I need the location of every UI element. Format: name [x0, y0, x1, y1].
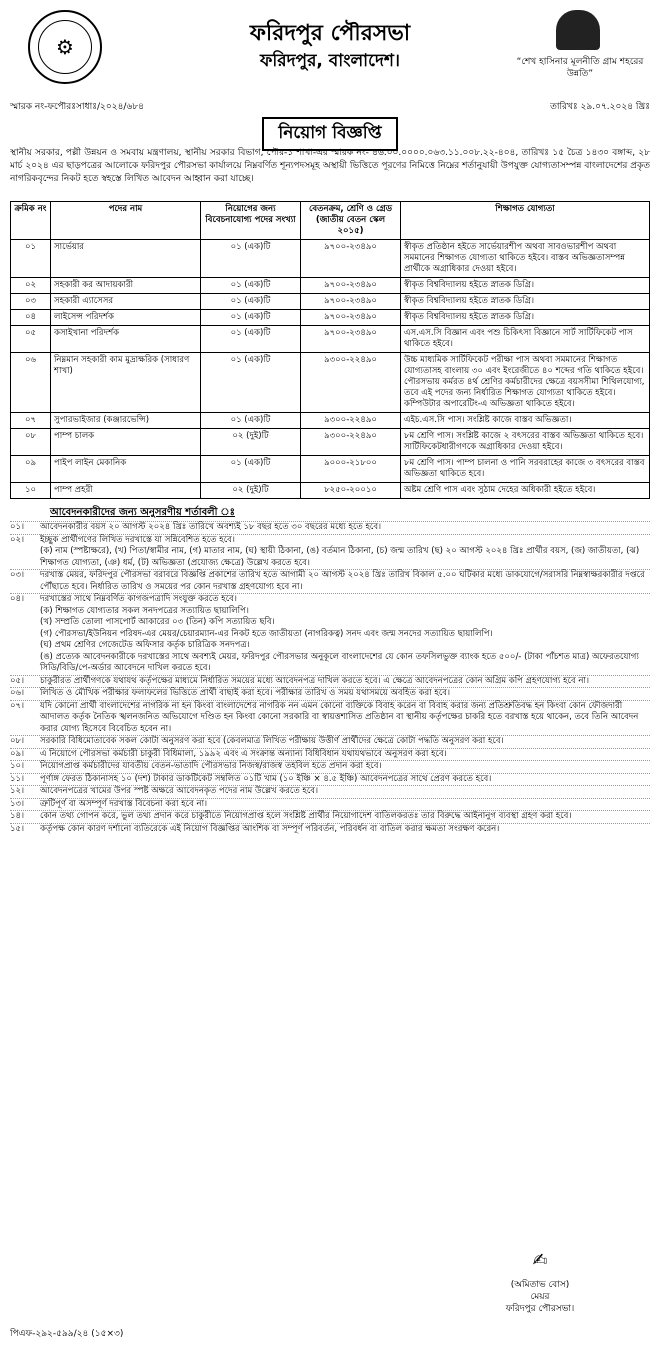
- condition-number: ১২।: [10, 786, 25, 796]
- signatory-office: ফরিদপুর পৌরসভা।: [505, 1304, 575, 1314]
- condition-body: [40, 749, 650, 761]
- table-cell-no: ০৮: [11, 429, 51, 456]
- vacancy-table: [10, 201, 650, 499]
- table-cell-post: কসাইখানা পরিদর্শক: [51, 326, 201, 353]
- table-cell-qual: ৮ম শ্রেণি পাস। সংশ্লিষ্ট কাজে ২ বৎসরের বাস্তব অভিজ্ঞতা থাকিতে হবে। সার্টিফিকেটধারীগণকে অগ্রাধিকার দেওয়া হইবে।: [401, 429, 650, 456]
- condition-text: কর্তৃপক্ষ কোন কারণ দর্শানো ব্যতিরেকে এই নিয়োগ বিজ্ঞপ্তির আংশিক বা সম্পূর্ণ পরিবর্তন, পরিবর্ধন বা বাতিল করার ক্ষমতা সংরক্ষণ করেন।: [40, 823, 500, 834]
- condition-item: [10, 735, 650, 748]
- table-row: [11, 326, 650, 353]
- table-cell-count: ০১ (এক)টি: [201, 353, 301, 413]
- table-row: [11, 353, 650, 413]
- table-cell-post: লাইসেন্স পরিদর্শক: [51, 310, 201, 326]
- table-cell-count: ০১ (এক)টি: [201, 240, 301, 278]
- condition-text: সরকারি বিধিমোতাবেক সকল কোটা অনুসরণ করা হবে (কেবলমাত্র লিখিত পরীক্ষায় উত্তীর্ণ প্রার্থীদের ক্ষেত্রে কোটা পদ্ধতি অনুসরণ করা হবে।: [40, 736, 504, 746]
- table-cell-post: নিম্নমান সহকারী কাম মুদ্রাক্ষরিক (সাধারণ শাখা): [51, 353, 201, 413]
- intro-paragraph: স্থানীয় সরকার, পল্লী উন্নয়ন ও সমবায় মন্ত্রণালয়, স্থানীয় সরকার বিভাগ, পৌর-১ শাখা-এর স্মারক নং- ৪৬.০০.০০০০.০৬৩.১১.০০৮.২২-৪০৪, তারিখঃ ১৫ চৈত্র ১৪৩০ বঙ্গাব্দ, ২৮ মার্চ ২০২৪ এর ছাড়পত্রের আলোকে ফরিদপুর পৌরসভা কার্যালয়ে নিম্নবর্ণিত শূন্যপদসমূহ অস্থায়ী ভিত্তিতে পূরণের নিমিত্তে নিম্নের শর্তানুযায়ী উপযুক্ত যোগ্যতাসম্পন্ন বাংলাদেশের প্রকৃত নাগরিকবৃন্দের নিকট হতে স্বহস্তে লিখিত আবেদন আহ্বান করা যাচ্ছে।: [10, 148, 650, 184]
- signatory-name: (অমিতাভ বোস): [510, 1280, 570, 1290]
- condition-number: ০৭।: [10, 700, 25, 711]
- condition-subitem: (গ) পৌরসভা/ইউনিয়ন পরিষদ-এর মেয়র/চেয়ারম্যান-এর নিকট হতে জাতীয়তা (নাগরিকত্ব) সনদ এবং জন্ম সনদের সত্যায়িত ছায়ালিপি।: [40, 628, 493, 639]
- table-header-cell: নিয়োগের জন্য বিবেচনাযোগ্য পদের সংখ্যা: [201, 202, 301, 240]
- table-cell-scale: ৯৩০০-২২৪৯০: [301, 413, 401, 429]
- condition-item: [10, 593, 650, 675]
- conditions-title: আবেদনকারীদের জন্য অনুসরণীয় শর্তাবলী ঃ: [50, 507, 235, 518]
- condition-subitem: (ঙ) প্রত্যেক আবেদনকারীকে দরখাস্তের সাথে অবশ্যই মেয়র, ফরিদপুর পৌরসভার অনুকূলে বাংলাদেশের যে কোন তফসিলভুক্ত ব্যাংক হতে ৫০০/- (টাকা পাঁচশত মাত্র) অফেরতযোগ্য সিডি/বিডি/পে-অর্ডার আবেদনে দাখিল করতে হবে।: [40, 651, 639, 673]
- condition-item: [10, 675, 650, 688]
- table-cell-no: ০৬: [11, 353, 51, 413]
- condition-text: লিখিত ও মৌখিক পরীক্ষার ফলাফলের ভিত্তিতে প্রার্থী বাছাই করা হবে। পরীক্ষার তারিখ ও সময় যথাসময়ে অবহিত করা হবে।: [40, 688, 451, 698]
- condition-subitem: (ক) নাম (স্পষ্টাক্ষরে), (খ) পিতা/স্বামীর নাম, (গ) মাতার নাম, (ঘ) স্থায়ী ঠিকানা, (ঙ) বর্তমান ঠিকানা, (চ) জন্ম তারিখ (ছ) ২০ আগস্ট ২০২৪ খ্রিঃ প্রার্থীর বয়স, (জ) জাতীয়তা, (ঝ) শিক্ষাগত যোগ্যতা, (ঞ) ধর্ম, (ট) অভিজ্ঞতা (প্রযোজ্য ক্ষেত্রে) উল্লেখ করতে হবে।: [40, 546, 640, 568]
- condition-item: [10, 521, 650, 534]
- table-row: [11, 278, 650, 294]
- table-cell-no: ০৭: [11, 413, 51, 429]
- table-cell-qual: স্বীকৃত বিশ্ববিদ্যালয় হইতে স্নাতক ডিগ্রি।: [401, 278, 650, 294]
- condition-body: [40, 736, 650, 748]
- table-cell-no: ০৪: [11, 310, 51, 326]
- table-cell-scale: ৯৩০০-২২৪৯০: [301, 429, 401, 456]
- table-row: [11, 456, 650, 483]
- table-cell-scale: ৯৭০০-২৩৪৯০: [301, 326, 401, 353]
- table-row: [11, 294, 650, 310]
- table-header-cell: ক্রমিক নং: [11, 202, 51, 240]
- condition-item: [10, 760, 650, 773]
- condition-number: ০৯।: [10, 748, 25, 759]
- condition-item: [10, 823, 650, 836]
- signatory-designation: মেয়র: [530, 1292, 550, 1302]
- table-cell-count: ০১ (এক)টি: [201, 294, 301, 310]
- table-cell-no: ০৯: [11, 456, 51, 483]
- condition-item: [10, 748, 650, 761]
- table-cell-no: ০৩: [11, 294, 51, 310]
- conditions-list: [10, 521, 650, 835]
- table-cell-count: ০১ (এক)টি: [201, 456, 301, 483]
- table-cell-qual: স্বীকৃত প্রতিষ্ঠান হইতে সার্ভেয়ারশীপ অথবা সাবওভারশীপ অথবা সমমানের শিক্ষাগত যোগ্যতা থাকিতে হইবে। বাস্তব অভিজ্ঞতাসম্পন্ন প্রার্থীকে অগ্রাধিকার দেওয়া হইবে।: [401, 240, 650, 278]
- condition-number: ১৫।: [10, 823, 25, 834]
- condition-number: ০৪।: [10, 594, 25, 604]
- table-cell-no: ১০: [11, 483, 51, 499]
- condition-body: [40, 688, 650, 700]
- signature-block: [470, 1250, 610, 1315]
- condition-item: [10, 810, 650, 823]
- table-cell-count: ০১ (এক)টি: [201, 413, 301, 429]
- table-cell-post: সার্ভেয়ার: [51, 240, 201, 278]
- table-cell-qual: অষ্টম শ্রেণি পাস এবং সুঠাম দেহের অধিকারী হইতে হইবে।: [401, 483, 650, 499]
- table-cell-post: পাম্প চালক: [51, 429, 201, 456]
- condition-item: [10, 773, 650, 786]
- condition-subitem: (ক) শিক্ষাগত যোগ্যতার সকল সনদপত্রের সত্যায়িত ছায়ালিপি।: [40, 605, 249, 616]
- condition-item: [10, 700, 650, 736]
- table-row: [11, 483, 650, 499]
- table-cell-qual: ৮ম শ্রেণি পাস। পাম্প চালনা ও পানি সরবরাহের কাজে ৩ বৎসরের বাস্তব অভিজ্ঞতা থাকিতে হবে।: [401, 456, 650, 483]
- condition-number: ১০।: [10, 761, 25, 771]
- condition-text: যদি কোনো প্রার্থী বাংলাদেশের নাগরিক না হন কিংবা বাংলাদেশের নাগরিক নন এমন কোনো ব্যক্তিকে বিবাহ করেন বা বিবাহ করার জন্য প্রতিশ্রুতিবদ্ধ হন কিংবা কোন ফৌজদারী আদালত কর্তৃক নৈতিক স্খলনজনিত অভিযোগে দণ্ডিত হন কিংবা কোনো সরকারি বা স্বায়ত্তশাসিত প্রতিষ্ঠান বা স্থানীয় কর্তৃপক্ষের চাকরি হতে বরখাস্ত হয়ে থাকেন, তবে তিনি আবেদন করার যোগ্য হিসেবে বিবেচিত হবেন না।: [40, 700, 639, 734]
- condition-body: [40, 594, 650, 675]
- table-cell-no: ০৫: [11, 326, 51, 353]
- condition-text: দরখাস্ত মেয়র, ফরিদপুর পৌরসভা বরাবরে বিজ্ঞপ্তি প্রকাশের তারিখ হতে আগামী ২০ আগস্ট ২০২৪ খ্রিঃ তারিখ বিকাল ৫.০০ ঘটিকার মধ্যে ডাকযোগে/সরাসরি নিম্নস্বাক্ষরকারীর দপ্তরে পৌঁছাতে হবে। নির্ধারিত তারিখ ও সময়ের পর কোন দরখাস্ত গ্রহণযোগ্য হবে না।: [40, 570, 645, 592]
- page-subtitle: ফরিদপুর, বাংলাদেশ।: [259, 51, 401, 71]
- table-header-cell: বেতনক্রম, শ্রেণি ও গ্রেড (জাতীয় বেতন স্কেল ২০১৫): [301, 202, 401, 240]
- table-cell-qual: এইচ.এস.সি পাস। সংশ্লিষ্ট কাজে বাস্তব অভিজ্ঞতা।: [401, 413, 650, 429]
- condition-text: দরখাস্তের সাথে নিম্নবর্ণিত কাগজপত্রাদি সংযুক্ত করতে হবে।: [40, 594, 237, 604]
- table-cell-post: সুপারভাইজার (কঞ্জারভেন্সি): [51, 413, 201, 429]
- table-cell-count: ০১ (এক)টি: [201, 310, 301, 326]
- condition-body: [40, 701, 650, 736]
- condition-item: [10, 785, 650, 798]
- table-cell-post: পাম্প প্রহরী: [51, 483, 201, 499]
- table-cell-qual: স্বীকৃত বিশ্ববিদ্যালয় হইতে স্নাতক ডিগ্রি।: [401, 294, 650, 310]
- condition-item: [10, 534, 650, 570]
- condition-text: আবেদনপত্রের খামের উপর স্পষ্ট অক্ষরে আবেদনকৃত পদের নাম উল্লেখ করতে হবে।: [40, 786, 319, 796]
- slogan: “শেখ হাসিনার মূলনীতি গ্রাম শহরের উন্নতি”: [516, 57, 644, 79]
- table-header-cell: শিক্ষাগত যোগ্যতা: [401, 202, 650, 240]
- condition-number: ০৩।: [10, 570, 25, 580]
- condition-text: কোন তথ্য গোপন করে, ভুল তথ্য প্রদান করে চাকুরীতে নিয়োগপ্রাপ্ত হলে সংশ্লিষ্ট প্রার্থীর নিয়োগাদেশ বাতিলকরতঃ তার বিরুদ্ধে আইনানুগ ব্যবস্থা গ্রহণ করা হবে।: [40, 811, 572, 821]
- condition-subitem: (ঘ) প্রথম শ্রেণির গেজেটেড অফিসার কর্তৃক চারিত্রিক সনদপত্র।: [40, 640, 250, 650]
- table-row: [11, 310, 650, 326]
- condition-item: [10, 569, 650, 593]
- table-cell-scale: ৯০০০-২১৮০০: [301, 456, 401, 483]
- condition-text: আবেদনকারীর বয়স ২০ আগস্ট ২০২৪ খ্রিঃ তারিখে অবশ্যই ১৮ বছর হতে ৩০ বছরের মধ্যে হতে হবে।: [40, 522, 382, 532]
- table-cell-qual: এস.এস.সি বিজ্ঞান এবং পশু চিকিৎসা বিজ্ঞানে সার্ট সার্টিফিকেট পাস থাকিতে হইবে।: [401, 326, 650, 353]
- condition-number: ১১।: [10, 773, 25, 784]
- condition-body: [40, 570, 650, 593]
- table-cell-scale: ৯৭০০-২৩৪৯০: [301, 294, 401, 310]
- condition-body: [40, 535, 650, 570]
- table-cell-scale: ৯৭০০-২৩৪৯০: [301, 240, 401, 278]
- table-cell-scale: ৯৩০০-২২৪৯০: [301, 353, 401, 413]
- table-header-cell: পদের নাম: [51, 202, 201, 240]
- signature-mark-icon: ✍: [532, 1250, 548, 1271]
- table-cell-post: পাইপ লাইন মেকানিক: [51, 456, 201, 483]
- condition-number: ০৮।: [10, 736, 25, 746]
- table-row: [11, 429, 650, 456]
- table-cell-post: সহকারী কর আদায়কারী: [51, 278, 201, 294]
- table-body: [11, 240, 650, 499]
- page-title: ফরিদপুর পৌরসভা: [249, 21, 411, 46]
- condition-body: [40, 786, 650, 798]
- table-cell-count: ০২ (দুই)টি: [201, 429, 301, 456]
- table-cell-qual: উচ্চ মাধ্যমিক সার্টিফিকেট পরীক্ষা পাস অথবা সমমানের শিক্ষাগত যোগ্যতাসহ বাংলায় ৩০ এবং ইংরেজীতে ৪০ শব্দের গতি থাকিতে হইবে। পৌরসভায় কর্মরত ৪র্থ শ্রেণির কর্মচারীদের ক্ষেত্রে বয়সসীমা শিথিলযোগ্য, তবে এই পদের জন্য নির্ধারিত শিক্ষাগত যোগ্যতা থাকিতে হইবে। কম্পিউটার অপারেটিং-এ অভিজ্ঞতা থাকিতে হইবে।: [401, 353, 650, 413]
- condition-body: [40, 676, 650, 688]
- reference-line: [10, 99, 650, 113]
- condition-text: নিয়োগপ্রাপ্ত কর্মচারীদের যাবতীয় বেতন-ভাতাদি পৌরসভার নিজস্ব/রাজস্ব তহবিল হতে প্রদান করা হবে।: [40, 761, 382, 771]
- condition-body: [40, 824, 650, 836]
- table-cell-post: সহকারী এ্যাসেসর: [51, 294, 201, 310]
- table-cell-count: ০১ (এক)টি: [201, 326, 301, 353]
- condition-number: ১৩।: [10, 798, 25, 809]
- table-row: [11, 240, 650, 278]
- condition-item: [10, 798, 650, 811]
- municipality-seal-icon: ⚙: [28, 10, 102, 84]
- table-header-row: [11, 202, 650, 240]
- memo-number: স্মারক নং-ফপৌরঃসাধাঃ/২০২৪/৬৮৪: [10, 102, 144, 112]
- portrait-icon: [556, 10, 600, 50]
- header: [10, 10, 650, 95]
- footer-code: পিএফ-২৯২-৫৯৯/২৪ (১৫×৩): [10, 1329, 124, 1339]
- condition-body: [40, 811, 650, 823]
- condition-body: [40, 761, 650, 773]
- notice-page: [10, 10, 650, 1345]
- condition-text: ত্রুটিপূর্ণ বা অসম্পূর্ণ দরখাস্ত বিবেচনা করা হবে না।: [40, 798, 208, 809]
- condition-text: এ নিয়োগে পৌরসভা কর্মচারী চাকুরী বিধিমালা, ১৯৯২ এবং এ সংক্রান্ত অন্যান্য বিধিবিধান যথাযথভাবে অনুসরণ করা হবে।: [40, 748, 447, 759]
- condition-item: [10, 687, 650, 700]
- condition-number: ০৬।: [10, 688, 25, 698]
- condition-number: ০২।: [10, 534, 25, 545]
- condition-text: পূর্ণাঙ্গ ফেরত ঠিকানাসহ ১০ (দশ) টাকার ডাকটিকেট সম্বলিত ০১টি খাম (১০ ইঞ্চি × ৪.৫ ইঞ্চি) আবেদনপত্রের সাথে প্রেরণ করতে হবে।: [40, 773, 492, 784]
- table-cell-no: ০২: [11, 278, 51, 294]
- table-cell-no: ০১: [11, 240, 51, 278]
- condition-number: ১৪।: [10, 811, 25, 821]
- table-cell-qual: স্বীকৃত বিশ্ববিদ্যালয় হইতে স্নাতক ডিগ্রি।: [401, 310, 650, 326]
- condition-text: চাকুরীরত প্রার্থীগণকে যথাযথ কর্তৃপক্ষের মাধ্যমে নির্ধারিত সময়ের মধ্যে আবেদনপত্র দাখিল করতে হবে। এ ক্ষেত্রে আবেদনপত্রের কোন অগ্রিম কপি গ্রহণযোগ্য হবে না।: [40, 675, 589, 686]
- condition-body: [40, 799, 650, 811]
- table-cell-count: ০১ (এক)টি: [201, 278, 301, 294]
- condition-number: ০৫।: [10, 675, 25, 686]
- table-cell-count: ০২ (দুই)টি: [201, 483, 301, 499]
- condition-subitem: (খ) সম্প্রতি তোলা পাসপোর্ট আকারের ০৩ (তিন) কপি সত্যায়িত ছবি।: [40, 617, 275, 627]
- condition-body: [40, 774, 650, 786]
- table-cell-scale: ৮২৫০-২০০১০: [301, 483, 401, 499]
- table-cell-scale: ৯৭০০-২৩৪৯০: [301, 278, 401, 294]
- condition-body: [40, 522, 650, 534]
- condition-text: ইচ্ছুক প্রার্থীগণের লিখিত দরখাস্তে যা সন্নিবেশিত হতে হবে।: [40, 534, 235, 545]
- memo-date: তারিখঃ ২৯.০৭.২০২৪ খ্রিঃ: [550, 102, 650, 112]
- notice-title: নিয়োগ বিজ্ঞপ্তি: [10, 117, 650, 143]
- condition-number: ০১।: [10, 522, 25, 532]
- table-cell-scale: ৯৭০০-২৩৪৯০: [301, 310, 401, 326]
- table-row: [11, 413, 650, 429]
